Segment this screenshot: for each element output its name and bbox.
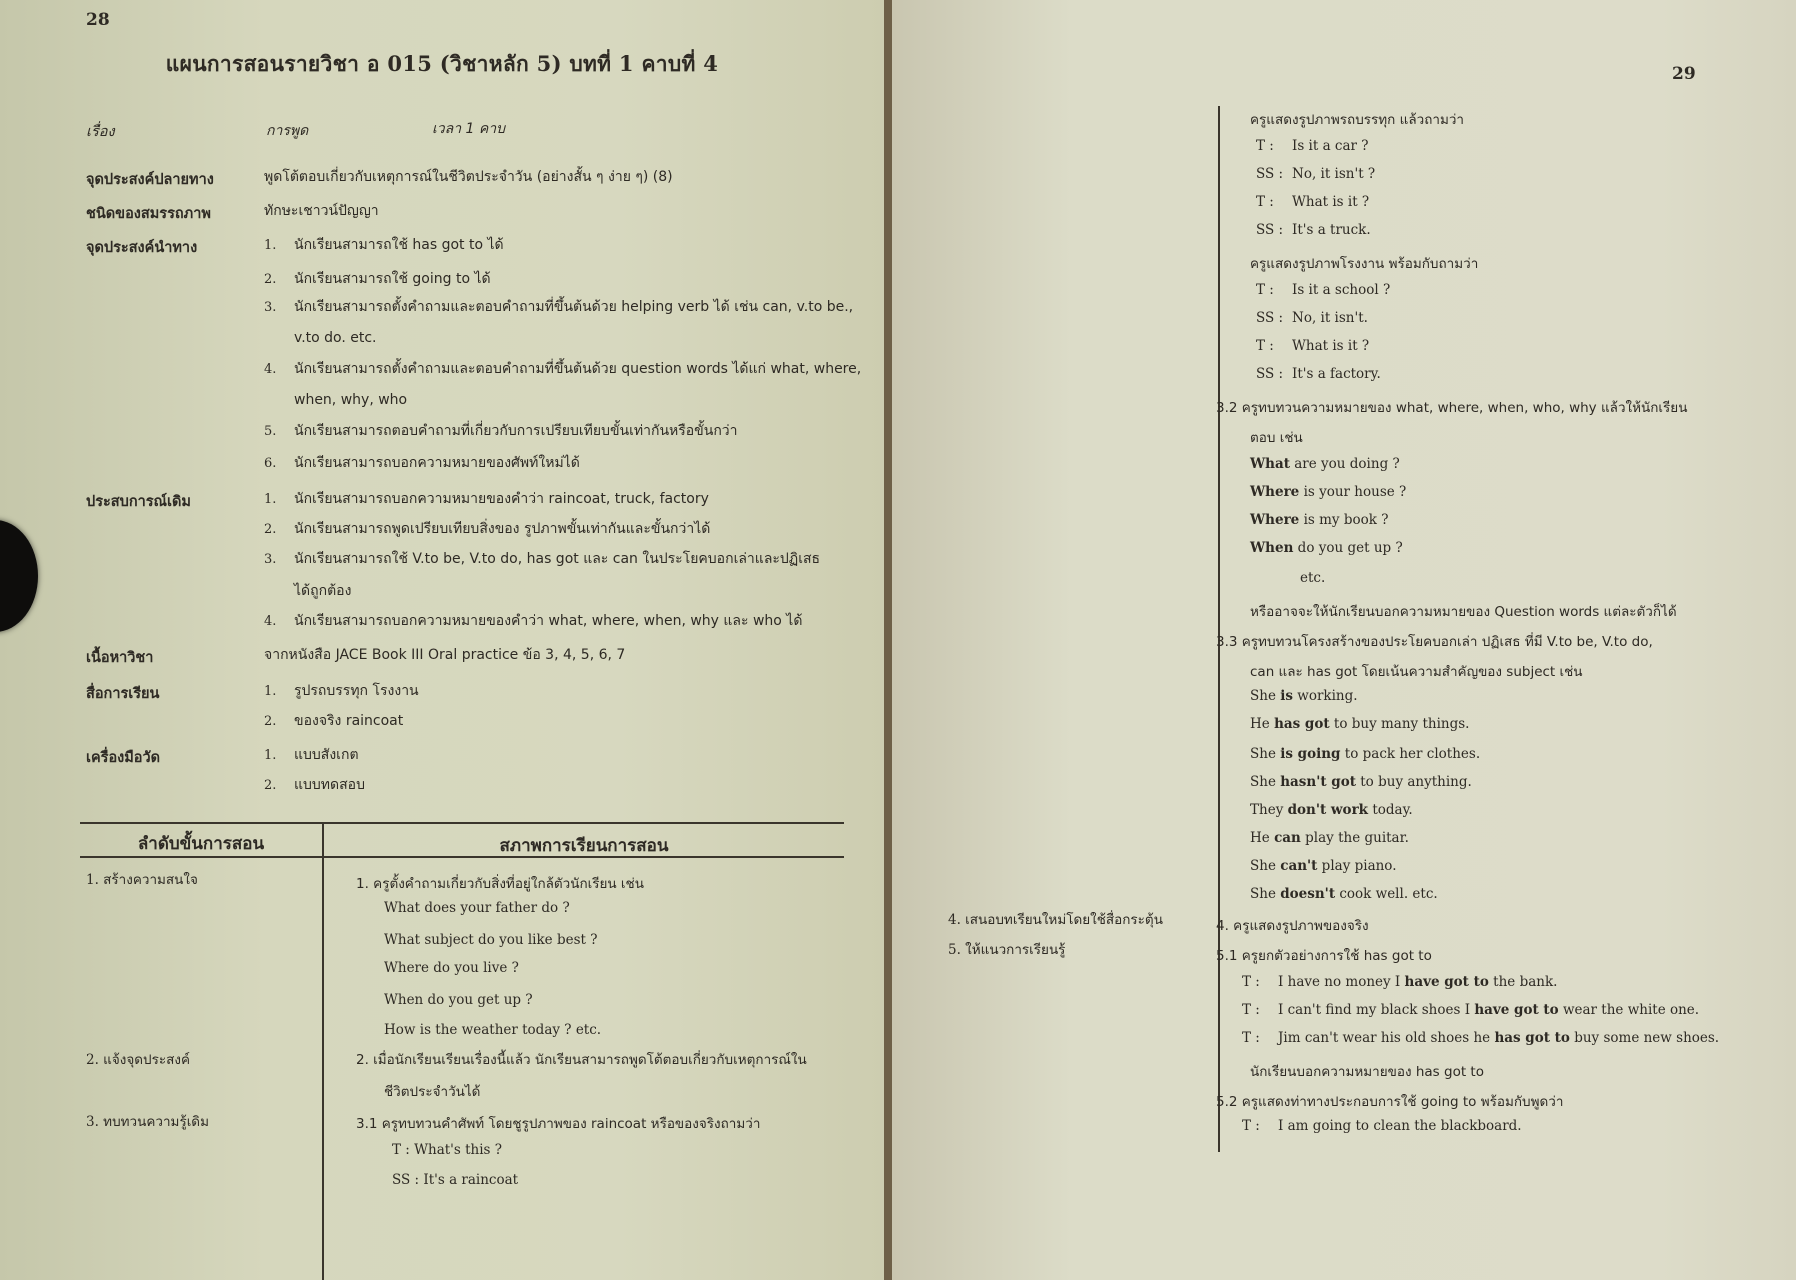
line-text: หรืออาจจะให้นักเรียนบอกความหมายของ Question words แต่ละตัวก็ได้	[1250, 604, 1677, 620]
text-line	[1250, 858, 1397, 874]
line-text: can และ has got โดยเน้นความสำคัญของ subject เช่น	[1250, 664, 1583, 680]
list-item	[264, 392, 407, 408]
text-line	[948, 908, 1163, 930]
text-line	[948, 938, 1065, 960]
line-text: 5. ให้แนวการเรียนรู้	[948, 942, 1066, 958]
experience-label: ประสบการณ์เดิม	[86, 494, 191, 510]
line-text: buy some new shoes.	[1569, 1030, 1720, 1046]
line-text: What does your father do ?	[384, 900, 570, 916]
list-item	[264, 548, 820, 570]
line-text: 1. สร้างความสนใจ	[86, 872, 198, 888]
text-line	[1250, 484, 1406, 500]
line-text: 3.1 ครูทบทวนคำศัพท์ โดยชูรูปภาพของ raincoat หรือของจริงถามว่า	[356, 1116, 761, 1132]
list-item-text: นักเรียนสามารถบอกความหมายของคำว่า raincoat, truck, factory	[294, 491, 709, 507]
list-item-text: นักเรียนสามารถบอกความหมายของคำว่า what, where, when, why และ who ได้	[294, 613, 803, 629]
speaker-label: SS :	[1256, 366, 1284, 382]
emphasis-text: don't work	[1287, 802, 1369, 818]
text-line	[1216, 1090, 1563, 1112]
text-line	[1250, 802, 1413, 818]
list-item-text: นักเรียนสามารถใช้ V.to be, V.to do, has got และ can ในประโยคบอกเล่าและปฏิเสธ	[294, 551, 821, 567]
binder-hole	[0, 520, 38, 632]
text-line	[1250, 426, 1303, 448]
line-text: 3.3 ครูทบทวนโครงสร้างของประโยคบอกเล่า ปฏิเสธ ที่มี V.to be, V.to do,	[1216, 634, 1653, 650]
line-text: 3.2 ครูทบทวนความหมายของ what, where, when, who, why แล้วให้นักเรียน	[1216, 400, 1688, 416]
field-text: พูดโต้ตอบเกี่ยวกับเหตุการณ์ในชีวิตประจำวัน (อย่างสั้น ๆ ง่าย ๆ) (8)	[264, 169, 673, 185]
text-line	[1250, 600, 1677, 622]
list-item-number: 4.	[264, 614, 277, 629]
field-label: จุดประสงค์ปลายทาง	[86, 172, 214, 188]
content-text: จากหนังสือ JACE Book III Oral practice ข้อ 3, 4, 5, 6, 7	[264, 647, 626, 663]
text-line	[1250, 108, 1464, 130]
speaker-label: T :	[1256, 282, 1274, 298]
list-item-text: รูปรถบรรทุก โรงงาน	[294, 683, 419, 699]
line-text: 4. เสนอบทเรียนใหม่โดยใช้สื่อกระตุ้น	[948, 912, 1163, 928]
list-item-number: 1.	[264, 684, 277, 699]
line-text: ชีวิตประจำวันได้	[384, 1084, 481, 1100]
list-item	[264, 420, 738, 442]
line-text: It's a factory.	[1292, 366, 1381, 382]
text-line	[86, 868, 198, 890]
list-item-text: นักเรียนสามารถบอกความหมายของศัพท์ใหม่ได้	[294, 455, 580, 471]
text-line	[1216, 944, 1432, 966]
list-item	[264, 234, 504, 256]
emphasis-text: When	[1250, 540, 1294, 556]
line-text: play piano.	[1317, 858, 1397, 874]
content-label: เนื้อหาวิชา	[86, 650, 154, 666]
line-text: to buy anything.	[1355, 774, 1472, 790]
line-text: What is it ?	[1292, 338, 1370, 354]
media-label: สื่อการเรียน	[86, 686, 160, 702]
speaker-label: T :	[1242, 974, 1260, 990]
text-line	[1250, 746, 1480, 762]
speaker-label: T :	[1242, 1030, 1260, 1046]
text-line	[1216, 396, 1687, 418]
text-line	[1250, 830, 1409, 846]
speaker-label: T :	[1242, 1118, 1260, 1134]
emphasis-text: can	[1274, 830, 1301, 846]
line-text: 5.2 ครูแสดงท่าทางประกอบการใช้ going to พร้อมกับพูดว่า	[1216, 1094, 1564, 1110]
list-item	[264, 710, 403, 732]
objectives-label: จุดประสงค์นำทาง	[86, 240, 198, 256]
text-line	[1250, 886, 1438, 902]
emphasis-text: have got to	[1404, 974, 1489, 990]
list-item-text: ของจริง raincoat	[294, 713, 404, 729]
speaker-label: SS :	[1256, 166, 1284, 182]
line-prefix: I can't find my black shoes I	[1278, 1002, 1475, 1018]
text-line	[1256, 366, 1381, 382]
list-item-text: นักเรียนสามารถตั้งคำถามและตอบคำถามที่ขึ้นต้นด้วย helping verb ได้ เช่น can, v.to be.,	[294, 299, 854, 315]
line-text: When do you get up ?	[384, 992, 533, 1008]
text-line	[1250, 540, 1403, 556]
list-item	[264, 330, 377, 346]
line-text: I am going to clean the blackboard.	[1278, 1118, 1522, 1134]
list-item	[264, 680, 419, 702]
field-label: ชนิดของสมรรถภาพ	[86, 206, 211, 222]
tools-label: เครื่องมือวัด	[86, 750, 161, 766]
list-item-number: 1.	[264, 748, 277, 763]
list-item-number: 1.	[264, 238, 277, 253]
emphasis-text: has got to	[1494, 1030, 1570, 1046]
line-text: What is it ?	[1292, 194, 1370, 210]
line-text: Is it a car ?	[1292, 138, 1369, 154]
list-item	[264, 610, 802, 632]
text-line	[1242, 1030, 1719, 1046]
line-text: 3. ทบทวนความรู้เดิม	[86, 1114, 209, 1130]
text-line	[1256, 166, 1375, 182]
line-text: is your house ?	[1299, 484, 1407, 500]
list-item-number: 3.	[264, 300, 277, 315]
line-text: T : What's this ?	[392, 1142, 503, 1158]
list-item-text: นักเรียนสามารถพูดเปรียบเทียบสิ่งของ รูปภาพขั้นเท่ากันและขั้นกว่าได้	[294, 521, 711, 537]
list-item-number: 4.	[264, 362, 277, 377]
list-item-text: v.to do. etc.	[294, 330, 377, 346]
line-text: wear the white one.	[1558, 1002, 1700, 1018]
line-text: to buy many things.	[1329, 716, 1470, 732]
text-line	[1250, 660, 1583, 682]
line-text: do you get up ?	[1293, 540, 1403, 556]
list-item-text: แบบทดสอบ	[294, 777, 365, 793]
text-line	[1256, 338, 1369, 354]
text-line	[1250, 774, 1472, 790]
text-line	[384, 992, 533, 1008]
text-line	[1250, 716, 1469, 732]
column-head-steps: ลำดับขั้นการสอน	[137, 834, 265, 854]
text-line	[1256, 282, 1390, 298]
text-line	[1242, 1118, 1522, 1134]
speaker-label: T :	[1256, 338, 1274, 354]
list-item-text: ได้ถูกต้อง	[294, 583, 352, 599]
line-text: today.	[1368, 802, 1413, 818]
text-line	[1256, 138, 1369, 154]
emphasis-text: is going	[1280, 746, 1341, 762]
time-value: เวลา 1 คาบ	[432, 121, 506, 137]
text-line	[384, 932, 597, 948]
line-text: etc.	[1300, 570, 1326, 586]
emphasis-text: has got	[1274, 716, 1330, 732]
list-item-number: 3.	[264, 552, 277, 567]
list-item-text: when, why, who	[294, 392, 408, 408]
emphasis-text: hasn't got	[1280, 774, 1356, 790]
line-text: What subject do you like best ?	[384, 932, 598, 948]
list-item-text: นักเรียนสามารถตั้งคำถามและตอบคำถามที่ขึ้นต้นด้วย question words ได้แก่ what, where,	[294, 361, 862, 377]
speaker-label: T :	[1256, 138, 1274, 154]
text-line	[86, 1110, 209, 1132]
line-text: working.	[1292, 688, 1358, 704]
right-page	[892, 0, 1796, 1280]
text-line	[384, 960, 519, 976]
line-prefix: Jim can't wear his old shoes he	[1278, 1030, 1495, 1046]
list-item	[264, 518, 710, 540]
list-item	[264, 774, 365, 796]
line-text: cook well. etc.	[1335, 886, 1438, 902]
line-text: No, it isn't.	[1292, 310, 1368, 326]
text-line	[356, 1048, 807, 1070]
list-item-text: นักเรียนสามารถใช้ has got to ได้	[294, 237, 504, 253]
field-text: ทักษะเชาวน์ปัญญา	[264, 203, 379, 219]
line-prefix: She	[1250, 886, 1281, 902]
topic-label: เรื่อง	[86, 124, 115, 140]
text-line	[86, 1048, 190, 1070]
emphasis-text: Where	[1250, 484, 1300, 500]
line-text: It's a truck.	[1292, 222, 1371, 238]
text-line	[384, 1080, 480, 1102]
line-text: to pack her clothes.	[1340, 746, 1481, 762]
text-line	[392, 1172, 518, 1188]
list-item-number: 1.	[264, 492, 277, 507]
text-line	[1250, 1060, 1484, 1082]
text-line	[1256, 222, 1371, 238]
list-item	[264, 452, 580, 474]
text-line	[356, 872, 644, 894]
text-line	[1216, 914, 1369, 936]
list-item-number: 2.	[264, 778, 277, 793]
line-prefix: I have no money I	[1278, 974, 1405, 990]
line-prefix: They	[1250, 802, 1288, 818]
text-line	[356, 1112, 760, 1134]
text-line	[1250, 512, 1388, 528]
list-item-number: 2.	[264, 522, 277, 537]
text-line	[1242, 974, 1557, 990]
line-text: 5.1 ครูยกตัวอย่างการใช้ has got to	[1216, 948, 1432, 964]
column-head-activities: สภาพการเรียนการสอน	[499, 836, 669, 856]
list-item-number: 2.	[264, 714, 277, 729]
line-text: the bank.	[1488, 974, 1558, 990]
list-item	[264, 268, 491, 290]
text-line	[1242, 1002, 1699, 1018]
page-number-left: 28	[86, 10, 110, 30]
emphasis-text: What	[1250, 456, 1290, 472]
text-line	[1300, 570, 1325, 586]
emphasis-text: can't	[1280, 858, 1318, 874]
page-number-right: 29	[1672, 64, 1696, 84]
emphasis-text: Where	[1250, 512, 1300, 528]
emphasis-text: have got to	[1474, 1002, 1559, 1018]
list-item-number: 6.	[264, 456, 277, 471]
table-top-rule	[80, 822, 844, 824]
table-column-divider	[1218, 106, 1220, 1152]
text-line	[1256, 310, 1368, 326]
page-title: แผนการสอนรายวิชา อ 015 (วิชาหลัก 5) บทที่ 1 คาบที่ 4	[165, 51, 719, 76]
speaker-label: SS :	[1256, 222, 1284, 238]
text-line	[1256, 194, 1369, 210]
emphasis-text: is	[1280, 688, 1293, 704]
emphasis-text: doesn't	[1280, 886, 1336, 902]
list-item	[264, 296, 853, 318]
line-text: SS : It's a raincoat	[392, 1172, 519, 1188]
line-text: Is it a school ?	[1292, 282, 1391, 298]
list-item	[264, 488, 709, 510]
list-item-number: 2.	[264, 272, 277, 287]
line-prefix: She	[1250, 688, 1281, 704]
line-text: play the guitar.	[1300, 830, 1409, 846]
line-text: ตอบ เช่น	[1250, 430, 1303, 446]
list-item	[264, 744, 359, 766]
line-text: Where do you live ?	[384, 960, 519, 976]
line-prefix: She	[1250, 746, 1281, 762]
list-item	[264, 580, 351, 602]
line-text: is my book ?	[1299, 512, 1389, 528]
line-text: 2. แจ้งจุดประสงค์	[86, 1052, 190, 1068]
text-line	[384, 1022, 601, 1038]
speaker-label: SS :	[1256, 310, 1284, 326]
line-text: are you doing ?	[1289, 456, 1400, 472]
line-text: ครูแสดงรูปภาพรถบรรทุก แล้วถามว่า	[1250, 112, 1465, 128]
text-line	[1250, 688, 1358, 704]
list-item-text: แบบสังเกต	[294, 747, 359, 763]
text-line	[1216, 630, 1653, 652]
text-line	[1250, 456, 1400, 472]
speaker-label: T :	[1242, 1002, 1260, 1018]
line-text: 2. เมื่อนักเรียนเรียนเรื่องนี้แล้ว นักเรียนสามารถพูดโต้ตอบเกี่ยวกับเหตุการณ์ใน	[356, 1052, 807, 1068]
line-text: How is the weather today ? etc.	[384, 1022, 602, 1038]
line-text: 4. ครูแสดงรูปภาพของจริง	[1216, 918, 1369, 934]
list-item	[264, 358, 861, 380]
line-prefix: He	[1250, 830, 1275, 846]
list-item-text: นักเรียนสามารถตอบคำถามที่เกี่ยวกับการเปรียบเทียบขั้นเท่ากันหรือขั้นกว่า	[294, 423, 738, 439]
table-column-divider	[322, 822, 324, 1280]
list-item-number: 5.	[264, 424, 277, 439]
line-text: 1. ครูตั้งคำถามเกี่ยวกับสิ่งที่อยู่ใกล้ตัวนักเรียน เช่น	[356, 876, 644, 892]
topic-value: การพูด	[266, 123, 309, 139]
line-prefix: She	[1250, 858, 1281, 874]
left-page	[0, 0, 884, 1280]
line-prefix: She	[1250, 774, 1281, 790]
list-item-text: นักเรียนสามารถใช้ going to ได้	[294, 271, 491, 287]
line-text: No, it isn't ?	[1292, 166, 1376, 182]
line-text: นักเรียนบอกความหมายของ has got to	[1250, 1064, 1484, 1080]
line-prefix: He	[1250, 716, 1275, 732]
text-line	[1250, 252, 1478, 274]
text-line	[392, 1142, 502, 1158]
text-line	[384, 900, 570, 916]
speaker-label: T :	[1256, 194, 1274, 210]
line-text: ครูแสดงรูปภาพโรงงาน พร้อมกับถามว่า	[1250, 256, 1479, 272]
